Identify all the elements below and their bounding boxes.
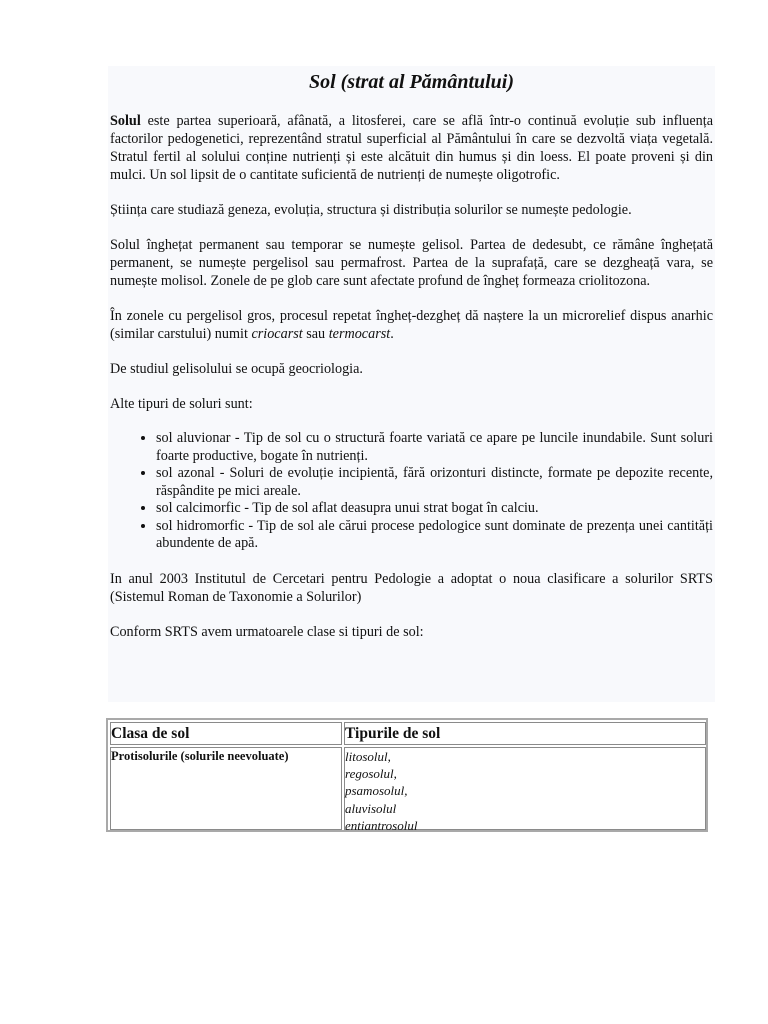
soil-type-item: entiantrosolul: [345, 817, 418, 833]
intro-paragraph: [110, 112, 713, 184]
gelisol-paragraph: Solul înghețat permanent sau temporar se numește gelisol. Partea de dedesubt, ce rămâne înghețată permanent, se numește pergelisol sau permafrost. Partea de la suprafață, care se dezgheață vara, se numește molisol. Zonele de pe glob care sunt afectate profund de îngheț formeaza criolitozona.: [110, 237, 713, 289]
table-cell-class: Protisolurile (solurile neevoluate): [110, 747, 342, 830]
table-cell-types: [344, 747, 706, 833]
criocarst-text-b: sau: [302, 326, 329, 342]
article-body: [108, 66, 715, 702]
table-header-class: Clasa de sol: [110, 722, 342, 745]
page-title: Sol (strat al Pământului): [308, 71, 515, 93]
criocarst-text-c: .: [390, 326, 394, 342]
criocarst-term: criocarst: [251, 326, 303, 342]
list-item: • sol hidromorfic - Tip de sol ale cărui procese pedologice sunt dominate de prezența unei cantități abundente de apă.: [156, 518, 713, 553]
conform-paragraph: Conform SRTS avem urmatoarele clase si tipuri de sol:: [110, 623, 424, 640]
soil-types-list: [110, 430, 713, 553]
srts-paragraph: In anul 2003 Institutul de Cercetari pentru Pedologie a adoptat o noua clasificare a solurilor SRTS (Sistemul Roman de Taxonomie a Solurilor): [110, 570, 713, 605]
geocriology-paragraph: De studiul gelisolului se ocupă geocriologia.: [110, 361, 363, 377]
intro-bold-word: Solul: [110, 113, 141, 129]
list-item: • sol aluvionar - Tip de sol cu o structură foarte variată ce apare pe luncile inundabile. Sunt soluri foarte productive, bogate în nutrienți.: [156, 430, 713, 465]
intro-text: este partea superioară, afânată, a litosferei, care se află într-o continuă evoluție sub influența factorilor pedogenetici, reprezentând stratul superficial al Pământului în care se dezvoltă viața vegetală. Stratul fertil al solului conține nutrienți și este alcătuit din humus și din loess. El poate proveni și din mulci. Un sol lipsit de o cantitate suficientă de nutrienți de numește oligotrofic.: [110, 113, 713, 183]
soil-class-table: [106, 718, 708, 832]
pedology-paragraph: Știința care studiază geneza, evoluția, structura și distribuția solurilor se numește pedologie.: [110, 202, 632, 218]
other-types-paragraph: Alte tipuri de soluri sunt:: [110, 396, 253, 412]
soil-type-item: litosolul,: [345, 749, 391, 764]
table-header-types: Tipurile de sol: [344, 722, 706, 745]
termocarst-term: termocarst: [328, 326, 391, 342]
soil-type-item: regosolul,: [345, 766, 397, 782]
criocarst-paragraph: [110, 307, 713, 343]
soil-type-item: aluvisolul: [345, 800, 397, 816]
list-item: • sol azonal - Soluri de evoluție incipientă, fără orizonturi distincte, formate pe depozite recente, răspândite pe mici areale.: [156, 465, 713, 500]
list-item: • sol calcimorfic - Tip de sol aflat deasupra unui strat bogat în calciu.: [156, 500, 713, 518]
criocarst-text-a: În zonele cu pergelisol gros, procesul repetat îngheț-dezgheț dă naștere la un microrelief dispus anarhic (similar carstului) numit: [110, 308, 713, 342]
soil-type-item: psamosolul,: [345, 783, 408, 799]
